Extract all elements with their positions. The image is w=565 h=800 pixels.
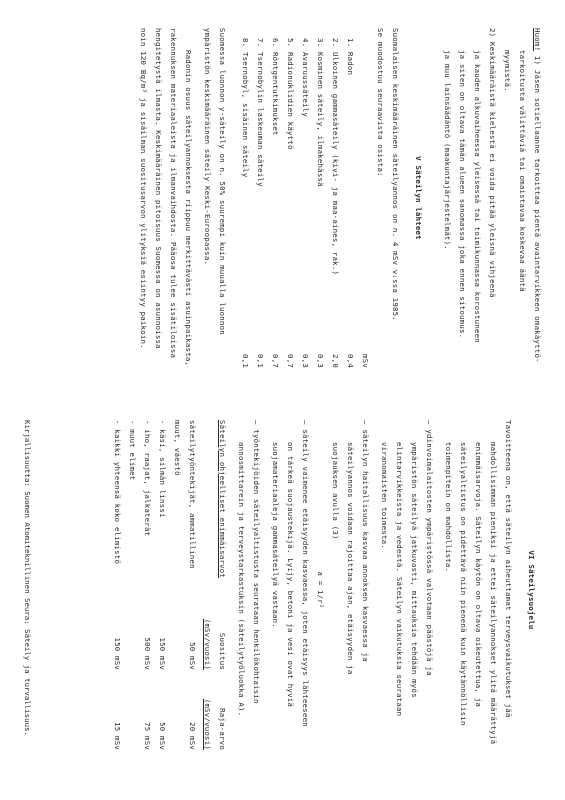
- bullet-line: suojamateriaaleja gammasäteilyä vastaan.: [271, 442, 280, 628]
- bullet-line: ympäristön säteilyä jatkuvasti, mittauksia tehdään myös: [410, 442, 419, 698]
- source-item: 5. Radionuklidien käyttö 0,7: [286, 38, 295, 368]
- section-vi-intro-line: Tavoitteena on, että säteilyn aiheuttamat terveysvaikutukset jää: [504, 420, 513, 718]
- source-item: 4. Avaruussäteily 0,3: [301, 38, 310, 368]
- bullet-line: suojauksen avulla (3): [331, 442, 340, 540]
- bullet-line: – säteily vaimenee etäisyyden kasvaessa, joten etäisyys lähteeseen: [301, 420, 310, 727]
- table-row: - kaikki yhteensä koko elimistö 150 mSv 15 mSv: [113, 420, 122, 750]
- para-2-line: hengitetystä ilmasta. Keskimääräinen pitoisuus Suomessa on asunnoissa: [154, 28, 163, 349]
- section-vi-intro-line: enimmäisarvoja. Säteilyn käytön on oltava oikeutettua, ja: [474, 442, 483, 708]
- para-2-line: rakennuksen materiaaleista ja ilmanvaihdosta. Pääosa tulee sisätiloissa: [169, 28, 178, 359]
- table-row: muut, väestö: [173, 420, 182, 476]
- bibliography-footer: Kirjallisuutta: Suomen Atomiteknillinen Seura: Säteily ja turvallisuus.: [23, 420, 32, 736]
- limits-table-title: Säteilyn ohjeelliset enimmäisarvot: [218, 420, 227, 579]
- para-2-line: noin 120 Bq/m³ ja sisäilman suositusarvon ylityksiä esiintyy paikoin.: [139, 28, 148, 349]
- limits-table-subheader: (mSv/vuosi) (mSv/vuosi): [203, 618, 212, 750]
- bullet-line: on tärkeä suojaustekijä. Lyijy, betoni ja vesi ovat hyviä: [286, 442, 295, 708]
- intro-line-6: ja siten on oltava tämän alueen sanomassa joka ennen sitoumus.: [458, 50, 467, 339]
- intro-text: 1) Jäsen sotiellaanne tarkoittaa pientä avaintarvikkeen omakäyttö-: [533, 55, 542, 363]
- bullet-line: annosmittarein ja terveystarkastuksin (säteilytyöluokka A).: [237, 442, 246, 717]
- section-vi-intro-line: säteilyaltistus on pidettävä niin pienenä kuin käytännöllisin: [459, 442, 468, 726]
- left-column: [136, 28, 545, 368]
- bullet-line: – ydinvoimalaitosten ympäristössä valvotaan päästöjä ja: [425, 420, 434, 676]
- section-v-heading: V Säteilyn lähteet: [414, 156, 423, 240]
- para-1-line: ympäristön keskimääräinen säteily Keski-Euroopassa.: [203, 28, 212, 266]
- section-v-intro-1: Suomalaisen keskimääräinen säteilyannos on n. 4 mSv v:ssa 1985.: [391, 28, 400, 321]
- bullet-line: säteilyannos voidaan rajoittaa ajan, etäisyyden ja: [346, 442, 355, 675]
- table-row: - käsi, silmän linssi 150 mSv 50 mSv: [158, 420, 167, 750]
- intro-line-3: myymistä.: [503, 50, 512, 92]
- intro-line-7: ja muu lainsäädäntö (maakuntajärjestelmät).: [443, 50, 452, 250]
- bullet-line: elintarvikkeista ja vedestä. Säteilyn vaikutuksia seurataan: [395, 442, 404, 717]
- bullet-line: – säteilyn haitallisuus kasvaa annoksen kasvaessa ja: [361, 420, 370, 662]
- section-vi-intro-line: mahdollisimman pieniksi ja ettei säteilyannokset ylitä määrättyjä: [489, 442, 498, 745]
- bullet-line: viranomaisten toimesta.: [380, 442, 389, 549]
- right-column: [110, 420, 545, 760]
- source-item: 2. Ulkoinen gammasäteily (kivi- ja maa-aines, rak.) 2,0: [331, 38, 340, 368]
- limits-table-header: Säteilyn ohjeelliset enimmäisarvot Suositus Raja-arvo: [215, 420, 230, 760]
- section-vi-intro-line: toimenpitein on mahdollista.: [444, 442, 453, 573]
- source-item: 3. Kosminen säteily, ilmakehässä 0,3: [316, 38, 325, 368]
- table-row: - iho, raajat, jalkaterät 500 mSv 75 mSv: [143, 420, 152, 750]
- source-item: 8. Tsernobyl, sisäinen säteily 0,1: [241, 38, 250, 368]
- table-row: säteilytyöntekijät, ammatillinen 50 mSv 20 mSv: [188, 420, 197, 750]
- intro-line-5: ja kauden alkuvaiheessa yleisessä tai toimikunnassa korostuneen: [473, 50, 482, 343]
- para-1-line: Suomessa luonnon y-säteily on n. 50% suurempi kuin muualla luonnon: [218, 28, 227, 335]
- intro-line-1: [530, 28, 545, 368]
- unit-header: mSv: [361, 354, 370, 368]
- intro-line-2: tarkoitusta välittäviä tai omaistavaa koskevaa ääntä: [518, 50, 527, 292]
- huom-label: Huom!: [533, 28, 542, 52]
- section-v-intro-2: Se muodostuu seuraavista osista:: [376, 28, 385, 177]
- para-2-line: Radonin osuus säteilyannoksesta riippuu merkittävästi asuinpaikasta,: [184, 50, 193, 367]
- intro-line-4: 2) Keskimääräistä kielestä ei voida pitää yleisnä vihjeenä: [488, 28, 497, 298]
- source-item: 6. Röntgentutkimukset 0,7: [271, 38, 280, 368]
- source-item: 1. Radon 0,4: [346, 38, 355, 368]
- table-row: - muut elimet: [128, 420, 137, 481]
- distance-formula: a = 1/r²: [316, 571, 325, 609]
- section-vi-heading: VI Säteilysuojelu: [527, 550, 536, 630]
- bullet-line: – työntekijöiden säteilyaltistusta seurataan henkilökohtaisin: [252, 420, 261, 704]
- source-item: 7. Tsernobylin laskeuman säteily 0,1: [256, 38, 265, 368]
